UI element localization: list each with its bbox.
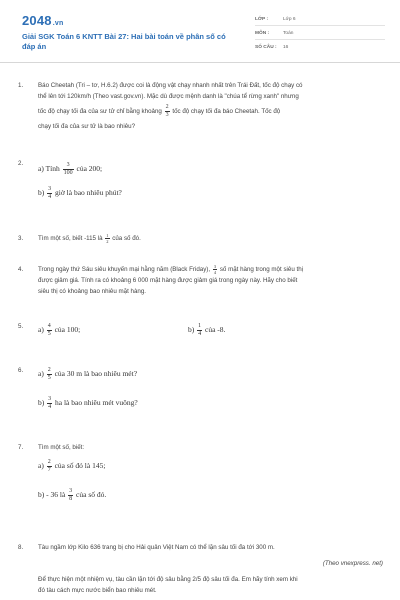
text-line: Tàu ngầm lớp Kilo 636 trang bị cho Hải quân Việt Nam có thể lặn sâu tối đa tới 300 m. [38,544,275,551]
meta-divider [255,39,385,40]
denominator: 3 [165,112,169,118]
denominator: 100 [63,170,73,176]
denominator: 4 [213,270,217,275]
denominator: 5 [47,375,51,381]
meta-key: MÔN : [255,31,270,36]
text-line: Báo Cheetah (Tri – tơ, H.6.2) được coi là động vật chạy nhanh nhất trên Trái Đất, tốc độ chạy có [38,82,303,89]
text-line: Tìm một số, biết -115 là [38,235,103,243]
fraction [47,323,52,338]
page-header [0,0,400,60]
numerator: 3 [213,264,217,269]
denominator: 8 [69,496,73,502]
question-text [38,367,383,411]
meta-value: Toán [283,31,294,36]
part-text: của 200; [76,164,103,174]
denominator: 4 [198,331,202,337]
part-text: giờ là bao nhiêu phút? [55,188,122,198]
text-line: Tìm một số, biết: [38,444,85,451]
text-line: tốc độ chạy tối đa của sư tử chỉ bằng khoảng [38,108,162,116]
part-text: của số đó. [76,490,107,500]
fraction [105,233,109,244]
part-label: b) [38,398,45,408]
part-text: của -8. [205,325,226,335]
numerator: 1 [198,323,202,329]
text-line: siêu thị có khoảng bao nhiêu mặt hàng. [38,288,147,296]
text-line: Để thực hiện một nhiệm vụ, tàu cần lặn tới độ sâu bằng 2/5 độ sâu tối đa. Em hãy tính xem khi [38,576,298,583]
text-line: thể lên tới 120km/h (Theo vast.gov.vn). Mặc dù được mệnh danh là "chúa tể rừng xanh" nhưng [38,93,299,100]
question-number: 7. [18,444,24,451]
question-text [38,162,383,201]
question-number: 6. [18,367,24,374]
numerator: 3 [48,396,52,402]
part-text: ha là bao nhiêu mét vuông? [55,398,138,408]
fraction [63,162,74,177]
numerator: 2 [47,367,51,373]
fraction [47,367,52,382]
part-label: a) Tính [38,164,60,174]
text-line: tốc độ chạy tối đa báo Cheetah. Tốc độ [172,108,281,116]
part-label: b) [188,325,195,335]
text-line: Trong ngày thứ Sáu siêu khuyến mại hằng năm (Black Friday), [38,266,211,274]
question-list [0,63,400,600]
text-line: của số đó. [112,235,141,243]
part-label: a) [38,461,44,471]
fraction [213,264,217,275]
question-number: 1. [18,82,24,89]
logo-text: 2048 [22,13,52,28]
part-text: của 100; [54,325,81,335]
fraction [68,488,73,503]
meta-value: 16 [283,45,289,50]
numerator: 2 [165,104,169,110]
numerator: 4 [47,323,51,329]
question-number: 3. [18,235,24,242]
meta-key: LỚP : [255,17,269,22]
question-text [38,80,383,132]
part-label: b) - 36 là [38,490,66,500]
fraction [197,323,202,338]
logo-suffix: .vn [52,20,64,27]
question-text [38,264,383,297]
question-number: 8. [18,544,24,551]
part-label: b) [38,188,45,198]
site-logo[interactable] [22,13,63,28]
denominator: 4 [48,194,52,200]
denominator: 4 [48,404,52,410]
fraction [47,396,52,411]
meta-divider [255,25,385,26]
part-text: của 30 m là bao nhiêu mét? [54,369,138,379]
text-line: được giảm giá. Tính ra có khoảng 6 000 mặt hàng được giảm giá trong ngày này. Hãy cho biết [38,277,298,285]
part-text: của số đó là 145; [54,461,106,471]
question-text [38,542,383,596]
denominator: 7 [47,467,51,473]
numerator: 3 [69,488,73,494]
fraction [47,186,52,201]
fraction [47,459,52,474]
denominator: 2 [106,239,109,244]
numerator: 3 [63,162,74,170]
text-line: số mặt hàng trong một siêu thị [219,266,304,274]
question-number: 4. [18,266,24,273]
question-number: 5. [18,323,24,330]
question-text [38,233,383,244]
question-text [38,442,383,503]
text-line: chạy tối đa của sư tử là bao nhiêu? [38,123,136,130]
numerator: 2 [47,459,51,465]
question-number: 2. [18,160,24,167]
numerator: 3 [48,186,52,192]
part-label: a) [38,369,44,379]
text-line: đó tàu cách mực nước biển bao nhiêu mét. [38,587,157,594]
part-label: a) [38,325,44,335]
denominator: 5 [47,331,51,337]
meta-key: SỐ CÂU : [255,45,277,50]
page-title: Giải SGK Toán 6 KNTT Bài 27: Hai bài toán về phân số có đáp án [22,32,226,51]
numerator: 1 [106,233,109,238]
source-citation: (Theo vnexpress. net) [322,560,383,567]
meta-value: Lớp 6 [283,17,296,22]
fraction [165,104,170,119]
